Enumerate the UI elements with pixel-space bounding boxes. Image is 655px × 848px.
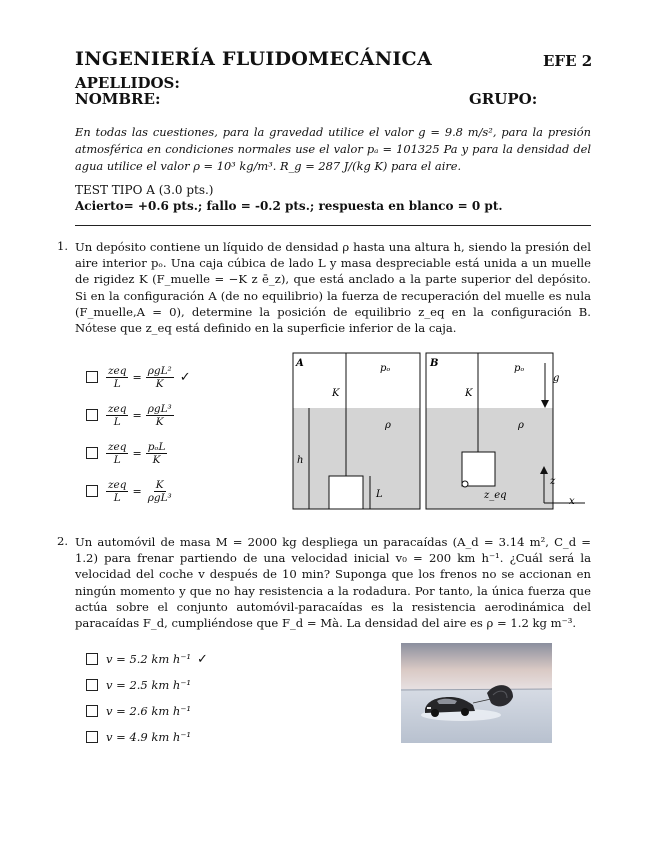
intro-paragraph: En todas las cuestiones, para la gravedad utilice el valor g = 9.8 m/s², para la presión atmosférica en condiciones normales use el valor pₐ = 101325 Pa y para la densidad del agua utilice el valor ρ = 10³ kg/m³. R_g = 287 J/(kg K) para el aire. [75,125,591,173]
q1-option[interactable]: $\frac{\text{zeq}}{L}$ = $\frac{K}{\text{ρgL³}}$ [86,472,191,510]
p-label-a: pₒ [380,363,391,374]
q1-option[interactable]: $\frac{\text{zeq}}{L}$ = $\frac{\text{ρgL³}}{K}$ [86,396,191,434]
q2-option[interactable] [86,698,208,724]
exam-code: EFE 2 [543,52,593,70]
q2-number: 2. [57,534,69,548]
h-label: h [297,455,304,466]
q2-option[interactable] [86,724,208,750]
gravity-arrow-icon [541,363,549,408]
rho-label-b: ρ [518,420,524,431]
q2-options [86,646,208,750]
q1-option[interactable]: $\frac{\text{zeq}}{L}$ = $\frac{\text{ρgL²}}{K}$ ✓ [86,358,191,396]
g-label: g [553,373,560,384]
box-b [462,452,495,486]
q1-text: Un depósito contiene un líquido de densidad ρ hasta una altura h, siendo la presión del aire interior pₒ. Una caja cúbica de lado L y masa despreciable está unida a un muelle de rigidez K (F_muelle = −K z ē_z), que está anclado a la parte superior del depósito. Si en la configuración A (de no equilibrio) la fuerza de recuperación del muelle es nula (F_muelle,A = 0), determine la posición de equilibrio z_eq en la configuración B. Nótese que z_eq está definido en la superficie inferior de la caja. [75,240,591,336]
frac-lhs: $\frac{\text{zeq}}{L}$ [108,440,127,466]
answer-checkbox[interactable] [86,371,98,383]
l-label: L [376,489,383,500]
zeq-label: z_eq [484,490,507,501]
name-label: NOMBRE: [75,90,161,108]
box-a [329,476,363,509]
answer-checkbox[interactable] [86,705,98,717]
group-label: GRUPO: [469,90,538,108]
q2-text: Un automóvil de masa M = 2000 kg despliega un paracaídas (A_d = 3.14 m², C_d = 1.2) para frenar partiendo de una velocidad inicial v₀ = 200 km h⁻¹. ¿Cuál será la velocidad del coche v después de 10 min? Suponga que los frenos no se accionan en ningún momento y que no hay resistencia a la rodadura. Por tanto, la única fuerza que actúa sobre el conjunto automóvil-paracaídas es la resistencia aerodinámica del paracaídas F_d, cumpliéndose que F_d = Mà. La densidad del aire es ρ = 1.2 kg m⁻³. [75,535,591,631]
divider [75,225,591,226]
panel-b [426,353,553,509]
rho-label-a: ρ [385,420,391,431]
test-type: TEST TIPO A (3.0 pts.) [75,183,214,197]
q1-options [86,358,191,510]
p-label-b: pₒ [514,363,525,374]
car-parachute-photo [401,643,552,743]
option-label: v = 2.6 km h⁻¹ [106,704,192,718]
page-title: INGENIERÍA FLUIDOMECÁNICA [75,48,433,70]
option-label: v = 4.9 km h⁻¹ [106,730,192,744]
frac-rhs: $\frac{K}{\text{ρgL³}}$ [147,478,172,504]
frac-rhs: $\frac{\text{ρgL³}}{K}$ [147,402,172,428]
q1-number: 1. [57,239,69,253]
q2-option[interactable] [86,672,208,698]
x-axis-label: x [569,496,575,507]
panel-a [293,353,420,509]
frac-rhs: $\frac{\text{ρgL²}}{K}$ [147,364,172,390]
frac-lhs: $\frac{\text{zeq}}{L}$ [108,364,127,390]
panel-b-label: B [430,358,439,369]
q1-option[interactable]: $\frac{\text{zeq}}{L}$ = $\frac{\text{pₒL}}{K}$ [86,434,191,472]
z-axis-label: z [550,476,556,487]
frac-rhs: $\frac{\text{pₒL}}{K}$ [147,440,166,466]
q2-option[interactable] [86,646,208,672]
checkmark-icon: ✓ [197,651,208,667]
scoring-rule: Acierto= +0.6 pts.; fallo = -0.2 pts.; respuesta en blanco = 0 pt. [75,199,503,213]
answer-checkbox[interactable] [86,679,98,691]
answer-checkbox[interactable] [86,653,98,665]
answer-checkbox[interactable] [86,409,98,421]
checkmark-icon: ✓ [179,369,191,385]
frac-lhs: $\frac{\text{zeq}}{L}$ [108,478,127,504]
answer-checkbox[interactable] [86,731,98,743]
zeq-marker [462,481,468,487]
panel-a-label: A [296,358,304,369]
k-label-b: K [465,388,473,399]
answer-checkbox[interactable] [86,447,98,459]
surnames-label: APELLIDOS: [75,74,180,92]
k-label-a: K [332,388,340,399]
tank-figure [285,348,595,518]
answer-checkbox[interactable] [86,485,98,497]
option-label: v = 2.5 km h⁻¹ [106,678,192,692]
option-label: v = 5.2 km h⁻¹ [106,652,192,666]
frac-lhs: $\frac{\text{zeq}}{L}$ [108,402,127,428]
